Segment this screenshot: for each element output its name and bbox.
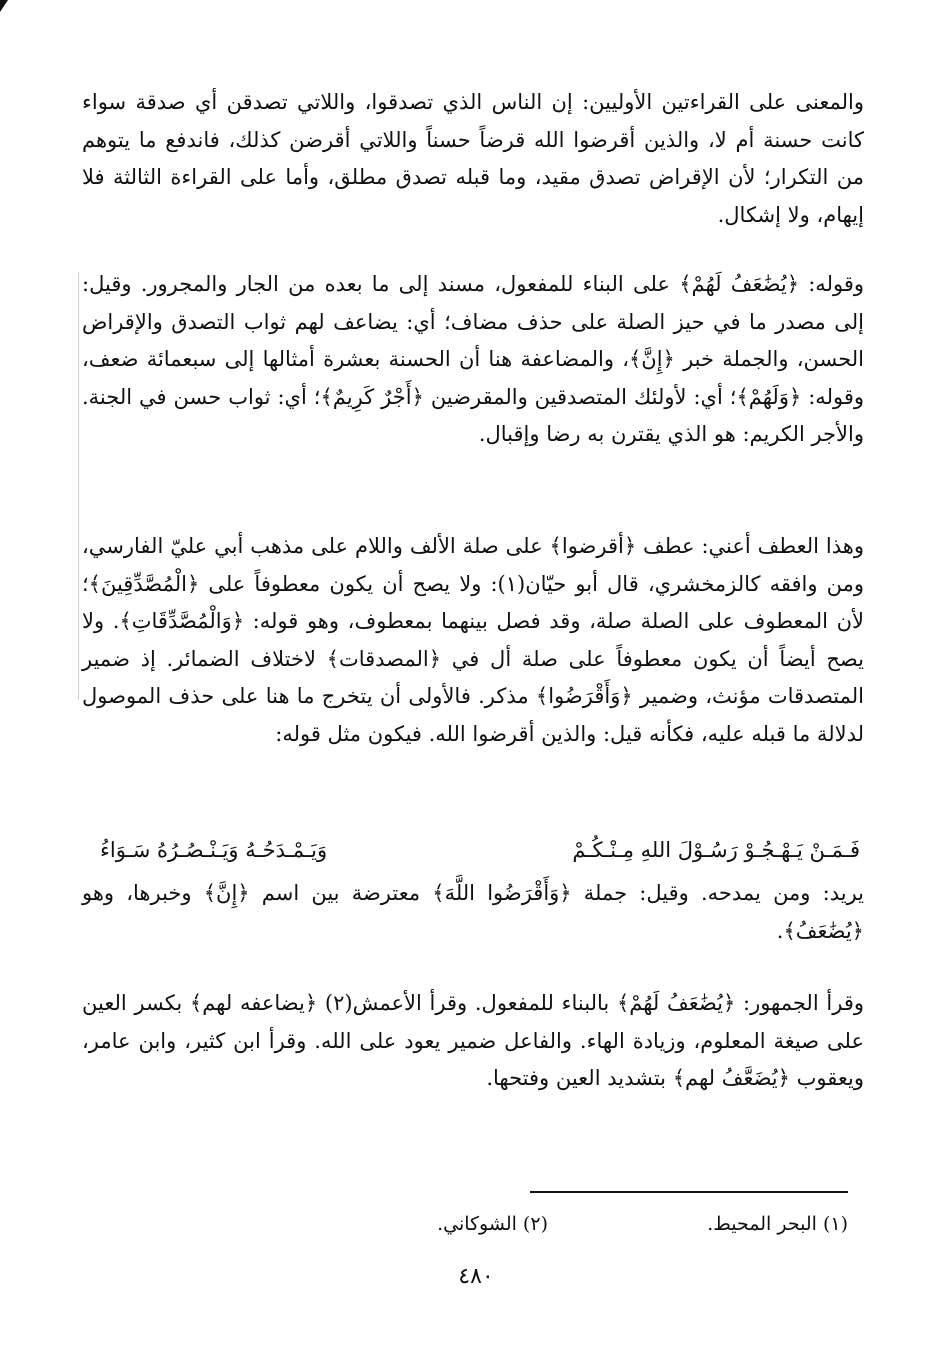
footnotes	[300, 1208, 848, 1240]
paragraph-2	[82, 266, 864, 454]
paragraph-1	[82, 84, 864, 234]
paragraph-4	[82, 875, 864, 950]
footnote-2: (٢) الشوكاني.	[437, 1213, 548, 1235]
poetry-verse	[100, 830, 860, 870]
page-number: ٤٨٠	[458, 1264, 494, 1289]
footnote-separator	[530, 1191, 848, 1193]
paragraph-text: والمعنى على القراءتين الأوليين: إن الناس الذي تصدقوا، واللاتي تصدقن أي صدقة سواء كانت حسنة أم لا، والذين أقرضوا الله قرضاً حسناً واللاتي أقرضن كذلك، فاندفع ما يتوهم من التكرار؛ لأن الإقراض تصدق مقيد، وما قبله تصدق مطلق، وأما على القراءة الثالثة فلا إيهام، ولا إشكال.	[82, 90, 864, 227]
margin-line	[78, 272, 79, 700]
paragraph-3	[82, 528, 864, 753]
footnote-1: (١) البحر المحيط.	[707, 1213, 848, 1235]
paragraph-5	[82, 985, 864, 1098]
paragraph-text: وهذا العطف أعني: عطف ﴿أقرضوا﴾ على صلة الألف واللام على مذهب أبي عليّ الفارسي، ومن وافقه كالزمخشري، قال أبو حيّان(١): ولا يصح أن يكون معطوفاً على ﴿الْمُصَّدِّقِينَ﴾؛ لأن المعطوف على الصلة صلة، وقد فصل بينهما بمعطوف، وهو قوله: ﴿وَالْمُصَّدِّقَاتِ﴾. ولا يصح أيضاً أن يكون معطوفاً على صلة أل في ﴿المصدقات﴾ لاختلاف الضمائر. إذ ضمير المتصدقات مؤنث، وضمير ﴿وَأَقْرَضُوا﴾ مذكر. فالأولى أن يتخرج ما هنا على حذف الموصول لدلالة ما قبله عليه، فكأنه قيل: والذين أقرضوا الله. فيكون مثل قوله:	[82, 534, 864, 746]
corner-mark	[0, 0, 8, 12]
verse-second-half: وَيَـمْـدَحُـهُ وَيَـنْـصُـرُهُ سَـوَاءُ	[100, 838, 328, 862]
paragraph-text: وقرأ الجمهور: ﴿يُضَٰعَفُ لَهُمْ﴾ بالبناء للمفعول. وقرأ الأعمش(٢) ﴿يضاعفه لهم﴾ بكسر العين على صيغة المعلوم، وزيادة الهاء. والفاعل ضمير يعود على الله. وقرأ ابن كثير، وابن عامر، ويعقوب ﴿يُضَعَّفُ لهم﴾ بتشديد العين وفتحها.	[82, 991, 864, 1090]
paragraph-text: يريد: ومن يمدحه. وقيل: جملة ﴿وَأَقْرَضُوا اللَّهَ﴾ معترضة بين اسم ﴿إِنَّ﴾ وخبرها، وهو ﴿يُضَٰعَفُ﴾.	[82, 881, 864, 943]
paragraph-text: وقوله: ﴿يُضَٰعَفُ لَهُمْ﴾ على البناء للمفعول، مسند إلى ما بعده من الجار والمجرور. وقيل: إلى مصدر ما في حيز الصلة على حذف مضاف؛ أي: يضاعف لهم ثواب التصدق والإقراض الحسن، والجملة خبر ﴿إِنَّ﴾، والمضاعفة هنا أن الحسنة بعشرة أمثالها إلى سبعمائة ضعف، وقوله: ﴿وَلَهُمْ﴾؛ أي: لأولئك المتصدقين والمقرضين ﴿أَجْرٌ كَرِيمٌ﴾؛ أي: ثواب حسن في الجنة. والأجر الكريم: هو الذي يقترن به رضا وإقبال.	[82, 272, 864, 446]
verse-first-half: فَـمَـنْ يَـهْـجُـوْ رَسُـوْلَ اللهِ مِـنْـكُـمْ	[572, 838, 860, 862]
